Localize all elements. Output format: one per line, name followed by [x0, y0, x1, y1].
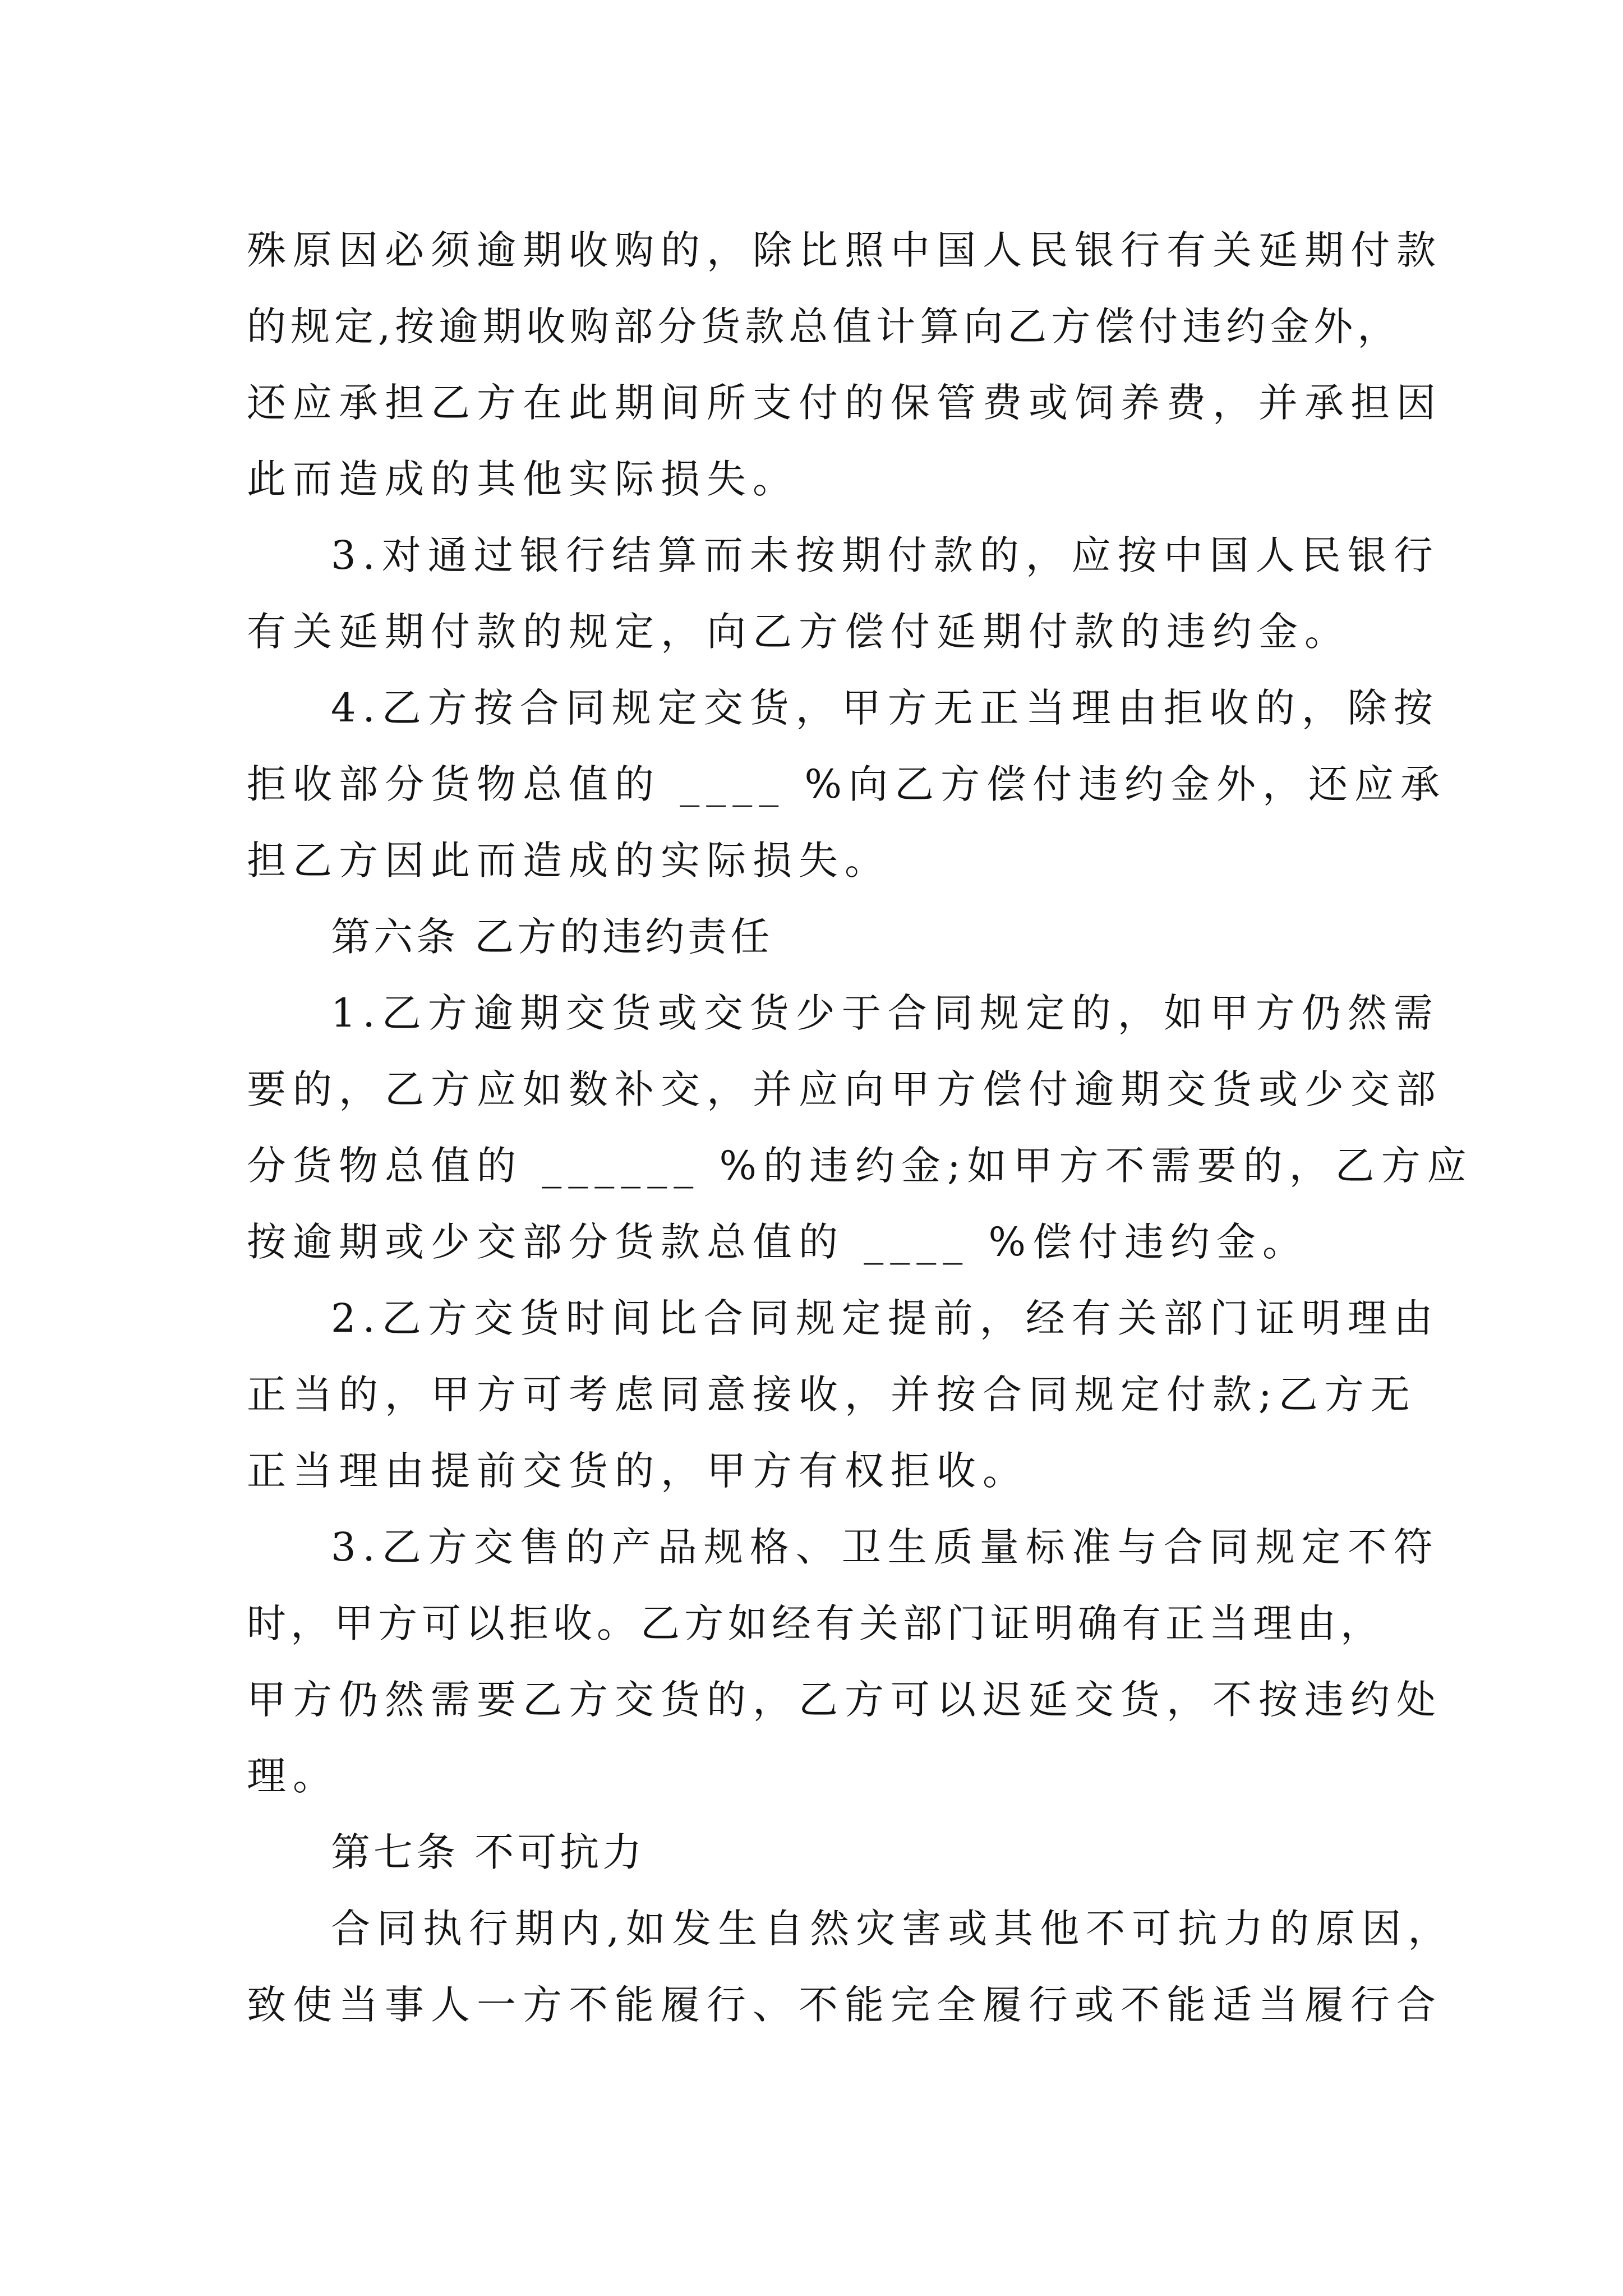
- article-heading: 第六条 乙方的违约责任: [331, 914, 773, 960]
- clause-line: 1.乙方逾期交货或交货少于合同规定的，如甲方仍然需: [331, 990, 1440, 1036]
- clause-line: 4.乙方按合同规定交货，甲方无正当理由拒收的，除按: [331, 685, 1440, 731]
- text-line: 正当的，甲方可考虑同意接收，并按合同规定付款;乙方无: [247, 1372, 1417, 1418]
- text-line: 分货物总值的 ______ %的违约金;如甲方不需要的，乙方应: [247, 1143, 1473, 1189]
- text-line: 致使当事人一方不能履行、不能完全履行或不能适当履行合: [247, 1982, 1442, 2028]
- text-line: 有关延期付款的规定，向乙方偿付延期付款的违约金。: [247, 609, 1350, 655]
- text-line: 甲方仍然需要乙方交货的，乙方可以迟延交货，不按违约处: [247, 1677, 1442, 1723]
- text-line: 理。: [247, 1753, 339, 1799]
- text-line: 的规定,按逾期收购部分货款总值计算向乙方偿付违约金外，: [247, 303, 1401, 349]
- text-line: 按逾期或少交部分货款总值的 ____ %偿付违约金。: [247, 1219, 1309, 1265]
- text-line: 还应承担乙方在此期间所支付的保管费或饲养费，并承担因: [247, 380, 1442, 426]
- text-line: 此而造成的其他实际损失。: [247, 456, 799, 502]
- clause-line: 3.对通过银行结算而未按期付款的，应按中国人民银行: [331, 532, 1440, 578]
- text-line: 担乙方因此而造成的实际损失。: [247, 838, 891, 884]
- text-line: 正当理由提前交货的，甲方有权拒收。: [247, 1448, 1029, 1494]
- clause-line: 3.乙方交售的产品规格、卫生质量标准与合同规定不符: [331, 1524, 1440, 1570]
- article-heading: 第七条 不可抗力: [331, 1829, 645, 1875]
- clause-line: 合同执行期内,如发生自然灾害或其他不可抗力的原因，: [331, 1906, 1454, 1952]
- clause-line: 2.乙方交货时间比合同规定提前，经有关部门证明理由: [331, 1295, 1440, 1341]
- text-line: 时，甲方可以拒收。乙方如经有关部门证明确有正当理由，: [247, 1600, 1384, 1646]
- text-line: 拒收部分货物总值的 ____ %向乙方偿付违约金外，还应承: [247, 761, 1447, 807]
- document-body: [247, 212, 1473, 2043]
- text-line: 殊原因必须逾期收购的，除比照中国人民银行有关延期付款: [247, 227, 1442, 273]
- text-line: 要的，乙方应如数补交，并应向甲方偿付逾期交货或少交部: [247, 1066, 1442, 1112]
